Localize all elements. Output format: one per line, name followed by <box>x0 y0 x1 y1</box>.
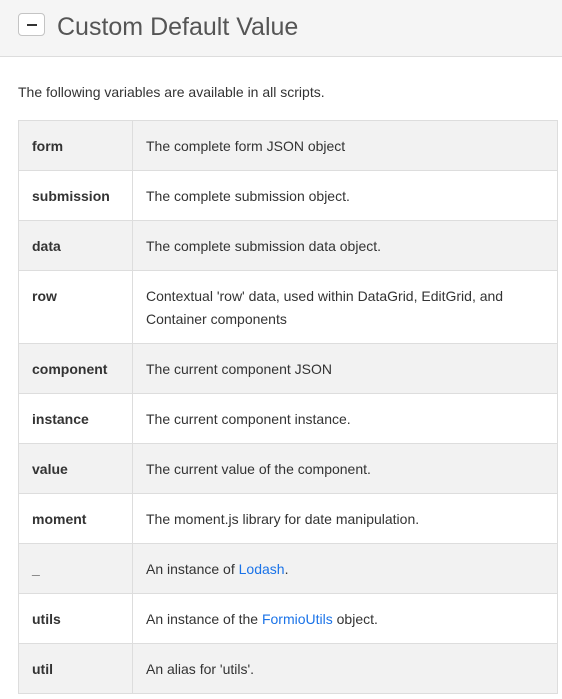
table-row <box>19 221 558 271</box>
variable-name: data <box>19 221 133 271</box>
table-row <box>19 121 558 171</box>
variable-name: util <box>19 644 133 694</box>
variable-description <box>133 594 558 644</box>
variable-description: The complete submission data object. <box>133 221 558 271</box>
variable-description: The current component instance. <box>133 394 558 444</box>
variables-table <box>18 120 558 694</box>
variable-description: An alias for 'utils'. <box>133 644 558 694</box>
variable-name: value <box>19 444 133 494</box>
variable-description: The complete submission object. <box>133 171 558 221</box>
variable-name: form <box>19 121 133 171</box>
table-row <box>19 171 558 221</box>
variable-description: The current value of the component. <box>133 444 558 494</box>
table-row <box>19 494 558 544</box>
description-prefix: An instance of <box>146 561 239 577</box>
table-row <box>19 644 558 694</box>
variable-name: moment <box>19 494 133 544</box>
variable-description: The complete form JSON object <box>133 121 558 171</box>
variable-name: _ <box>19 544 133 594</box>
description-prefix: An instance of the <box>146 611 262 627</box>
variable-description: The current component JSON <box>133 344 558 394</box>
variable-description <box>133 544 558 594</box>
minus-icon <box>27 24 37 26</box>
variable-name: row <box>19 271 133 344</box>
table-row <box>19 344 558 394</box>
intro-text: The following variables are available in all scripts. <box>18 84 325 100</box>
variable-description: Contextual 'row' data, used within DataGrid, EditGrid, and Container components <box>133 271 558 344</box>
formioutils-link[interactable]: FormioUtils <box>261 611 333 627</box>
variable-name: instance <box>19 394 133 444</box>
variable-name: component <box>19 344 133 394</box>
variable-description: The moment.js library for date manipulation. <box>133 494 558 544</box>
panel-header <box>0 0 562 57</box>
table-row <box>19 271 558 344</box>
description-suffix: object. <box>332 611 378 627</box>
table-row <box>19 444 558 494</box>
table-row <box>19 394 558 444</box>
variable-name: submission <box>19 171 133 221</box>
table-row <box>19 594 558 644</box>
collapse-button[interactable] <box>18 13 45 36</box>
description-suffix: . <box>284 561 289 577</box>
panel-title: Custom Default Value <box>57 13 299 41</box>
lodash-link[interactable]: Lodash <box>238 561 285 577</box>
table-row <box>19 544 558 594</box>
variable-name: utils <box>19 594 133 644</box>
